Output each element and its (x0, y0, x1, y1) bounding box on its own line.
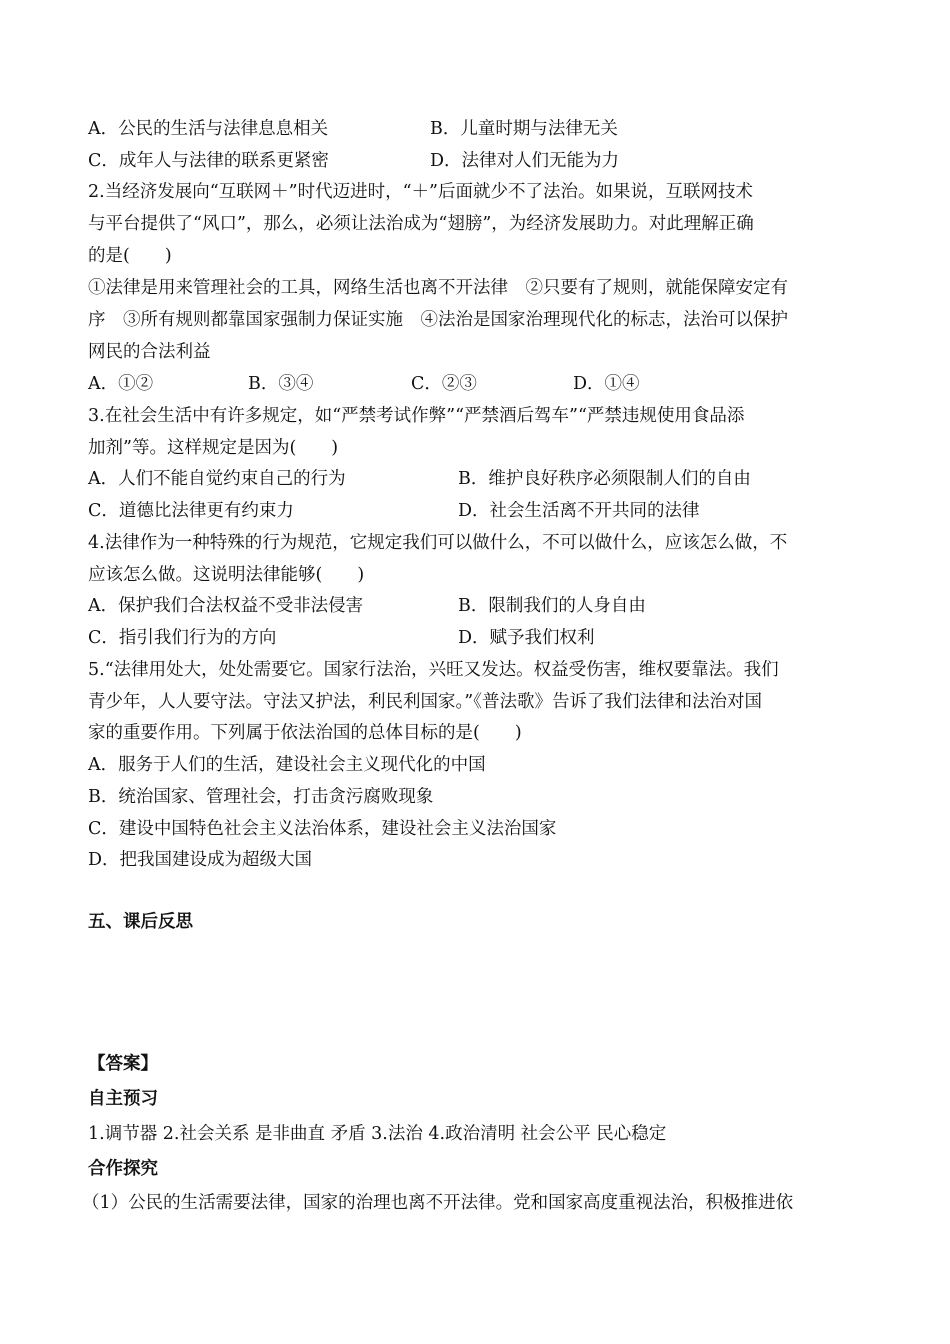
q1-option-a: A．公民的生活与法律息息相关 (88, 119, 329, 139)
q5-option-a: A．服务于人们的生活，建设社会主义现代化的中国 (88, 755, 486, 775)
q3-stem-line: 加剂”等。这样规定是因为( ) (88, 438, 339, 458)
q3-stem-line: 3.在社会生活中有许多规定，如“严禁考试作弊”“严禁酒后驾车”“严禁违规使用食品添 (88, 406, 745, 426)
q2-option-c: C．②③ (411, 374, 477, 394)
answers-heading: 【答案】 (88, 1054, 158, 1074)
q1-option-d: D．法律对人们无能为力 (430, 151, 620, 171)
q2-stem-line: 2.当经济发展向“互联网＋”时代迈进时，“＋”后面就少不了法治。如果说，互联网技术 (88, 182, 753, 202)
q4-stem-line: 应该怎么做。这说明法律能够( ) (88, 565, 365, 585)
q2-statement-line: 序 ③所有规则都靠国家强制力保证实施 ④法治是国家治理现代化的标志，法治可以保护 (88, 310, 788, 330)
q4-option-b: B．限制我们的人身自由 (458, 596, 646, 616)
q5-option-c: C．建设中国特色社会主义法治体系，建设社会主义法治国家 (88, 819, 557, 839)
explore-heading: 合作探究 (88, 1159, 158, 1179)
q3-option-d: D．社会生活离不开共同的法律 (458, 501, 700, 521)
explore-answer-line: （1）公民的生活需要法律，国家的治理也离不开法律。党和国家高度重视法治，积极推进依 (82, 1193, 794, 1213)
q3-option-a: A．人们不能自觉约束自己的行为 (88, 469, 346, 489)
q2-option-a: A．①② (88, 374, 154, 394)
q2-stem-line: 与平台提供了“风口”，那么，必须让法治成为“翅膀”，为经济发展助力。对此理解正确 (88, 214, 754, 234)
q2-statement-line: 网民的合法利益 (88, 342, 211, 362)
q2-option-d: D．①④ (573, 374, 640, 394)
q4-option-a: A．保护我们合法权益不受非法侵害 (88, 596, 364, 616)
q2-stem-line: 的是( ) (88, 246, 172, 266)
q5-option-b: B．统治国家、管理社会，打击贪污腐败现象 (88, 787, 434, 807)
section-heading-reflection: 五、课后反思 (88, 912, 193, 932)
q3-option-c: C．道德比法律更有约束力 (88, 501, 294, 521)
q4-option-c: C．指引我们行为的方向 (88, 628, 277, 648)
preview-answers: 1.调节器 2.社会关系 是非曲直 矛盾 3.法治 4.政治清明 社会公平 民心稳定 (88, 1124, 667, 1144)
q3-option-b: B．维护良好秩序必须限制人们的自由 (458, 469, 751, 489)
q4-stem-line: 4.法律作为一种特殊的行为规范，它规定我们可以做什么，不可以做什么，应该怎么做，不 (88, 533, 788, 553)
q2-statement-line: ①法律是用来管理社会的工具，网络生活也离不开法律 ②只要有了规则，就能保障安定有 (88, 278, 788, 298)
preview-heading: 自主预习 (88, 1089, 158, 1109)
q1-option-c: C．成年人与法律的联系更紧密 (88, 151, 329, 171)
q1-option-b: B．儿童时期与法律无关 (430, 119, 618, 139)
q5-stem-line: 5.“法律用处大，处处需要它。国家行法治，兴旺又发达。权益受伤害，维权要靠法。我们 (88, 660, 779, 680)
q5-stem-line: 青少年，人人要守法。守法又护法，利民利国家。”《普法歌》告诉了我们法律和法治对国 (88, 692, 762, 712)
q4-option-d: D．赋予我们权利 (458, 628, 595, 648)
q5-option-d: D．把我国建设成为超级大国 (88, 850, 313, 870)
q5-stem-line: 家的重要作用。下列属于依法治国的总体目标的是( ) (88, 723, 522, 743)
q2-option-b: B．③④ (248, 374, 314, 394)
